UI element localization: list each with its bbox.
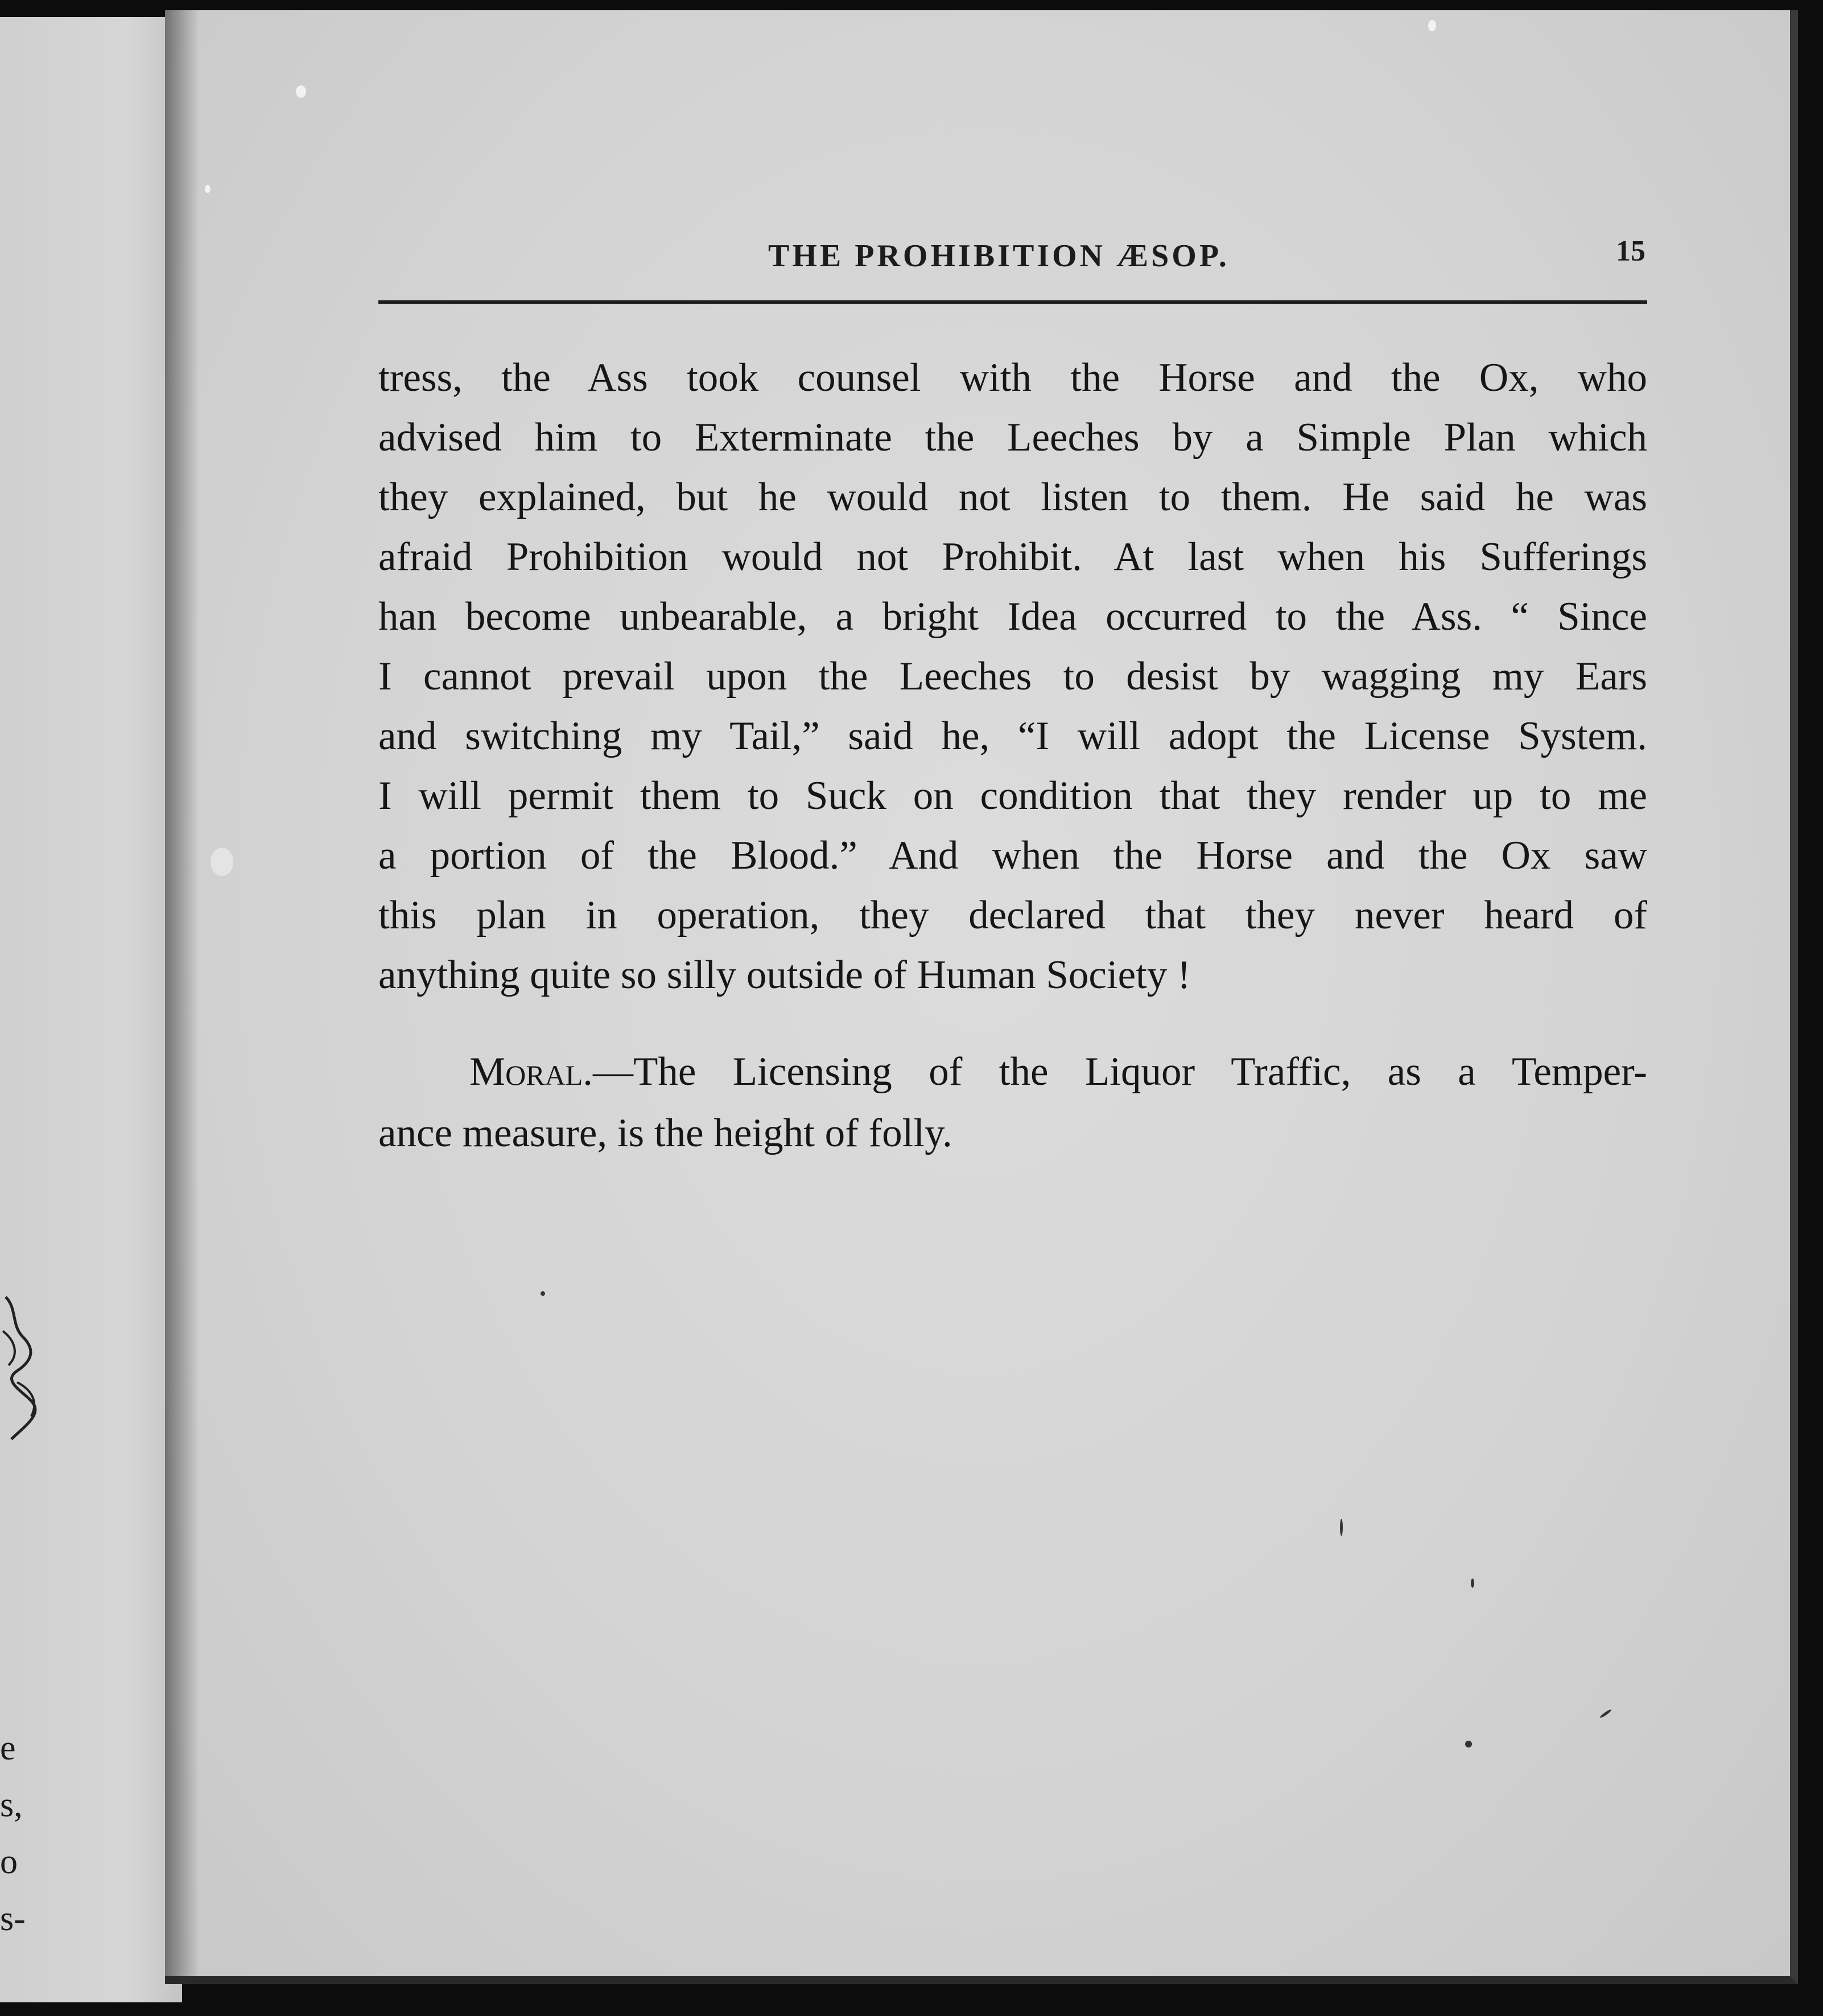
- text-line: they explained, but he would not listen to them. He said he was: [378, 475, 1647, 519]
- text-line: a portion of the Blood.” And when the Horse and the Ox saw: [378, 833, 1647, 878]
- text-line: tress, the Ass took counsel with the Horse and the Ox, who: [378, 356, 1647, 400]
- moral-line: ance measure, is the height of folly.: [378, 1111, 952, 1155]
- gutter-shadow: [165, 10, 199, 1984]
- left-page-fragment: o: [0, 1843, 18, 1881]
- running-head: THE PROHIBITION ÆSOP.: [768, 238, 1230, 274]
- left-page-fragment: s-: [0, 1899, 26, 1938]
- text-line: han become unbearable, a bright Idea occurred to the Ass. “ Since: [378, 594, 1647, 639]
- ornament-fragment: [0, 1286, 46, 1456]
- dust-speck: [1340, 1519, 1343, 1536]
- dust-speck: [296, 85, 306, 98]
- left-page: [0, 17, 182, 2002]
- dust-speck: [211, 848, 233, 876]
- moral-label: Moral.: [469, 1050, 593, 1094]
- text-line: this plan in operation, they declared that they never heard of: [378, 893, 1647, 937]
- text-line: I will permit them to Suck on condition that they render up to me: [378, 774, 1647, 818]
- dust-speck: [1465, 1741, 1472, 1748]
- left-page-fragment: e: [0, 1729, 16, 1767]
- dust-speck: [205, 185, 211, 193]
- dust-speck: [1471, 1579, 1474, 1588]
- text-line: I cannot prevail upon the Leeches to desist by wagging my Ears: [378, 654, 1647, 699]
- header-rule: [378, 300, 1647, 304]
- page-number: 15: [1616, 235, 1645, 267]
- dust-speck: [541, 1291, 545, 1296]
- text-line: and switching my Tail,” said he, “I will adopt the License System.: [378, 714, 1647, 758]
- moral-line: [378, 1041, 1647, 1102]
- moral-paragraph: [378, 1041, 1647, 1164]
- text-line: anything quite so silly outside of Human Society !: [378, 953, 1191, 997]
- body-paragraph: [378, 348, 1647, 1005]
- text-line: afraid Prohibition would not Prohibit. At last when his Sufferings: [378, 535, 1647, 579]
- dust-speck: [1428, 20, 1436, 31]
- moral-text: —The Licensing of the Liquor Traffic, as a Temper-: [593, 1050, 1647, 1094]
- left-page-fragment: s,: [0, 1786, 23, 1824]
- text-line: advised him to Exterminate the Leeches by a Simple Plan which: [378, 415, 1647, 460]
